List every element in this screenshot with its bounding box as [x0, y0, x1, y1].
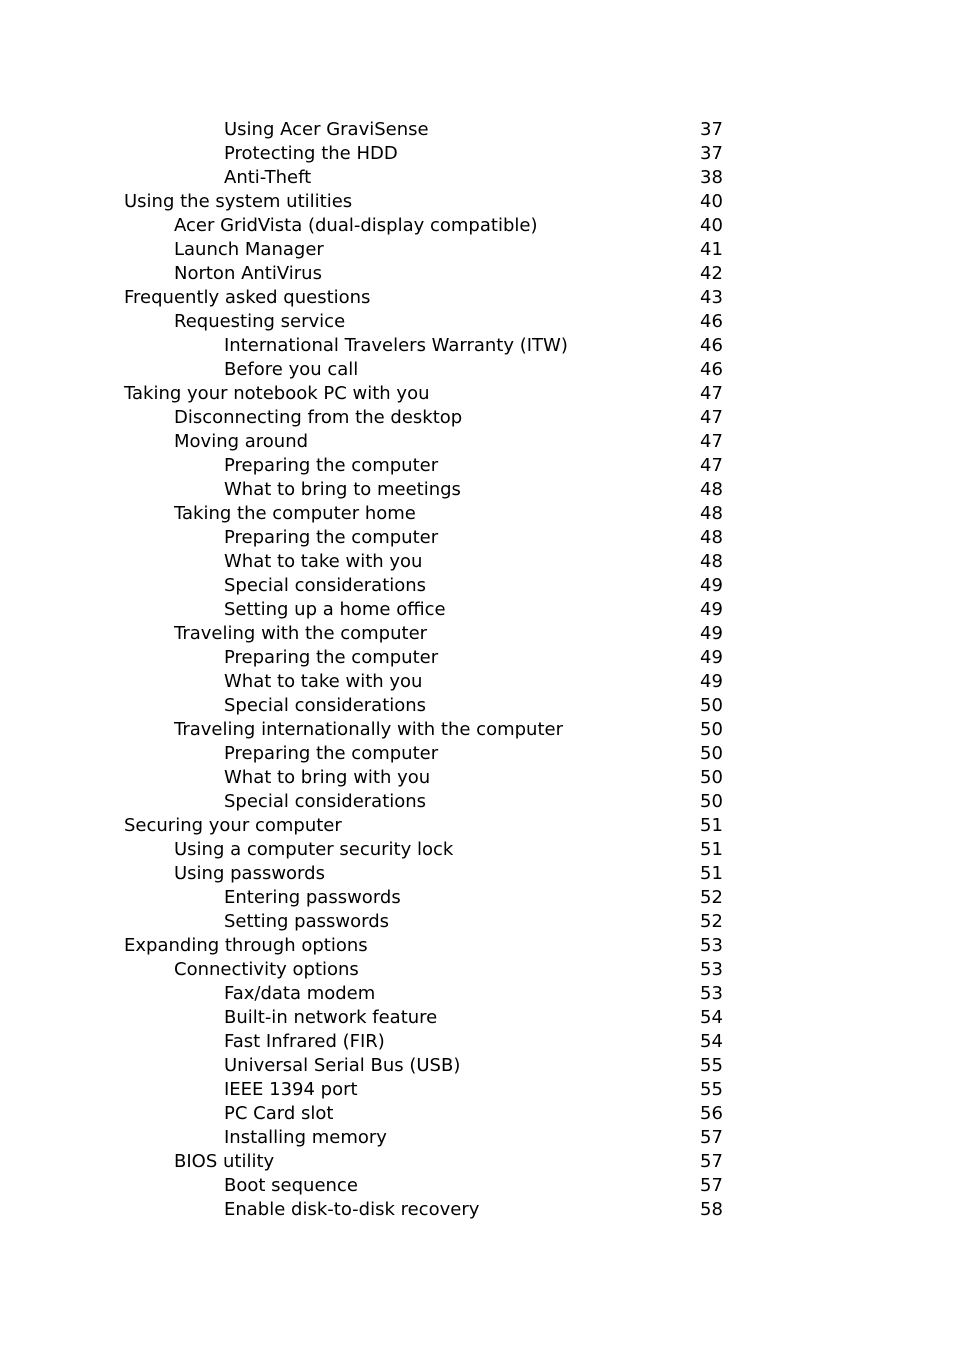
toc-entry[interactable] [0, 454, 954, 478]
toc-entry[interactable] [0, 238, 954, 262]
toc-entry[interactable] [0, 718, 954, 742]
toc-entry[interactable] [0, 262, 954, 286]
toc-entry-page-number: 40 [700, 215, 723, 236]
toc-entry[interactable] [0, 910, 954, 934]
toc-entry[interactable] [0, 1054, 954, 1078]
toc-entry-title: Expanding through options [124, 935, 368, 956]
toc-entry-page-number: 49 [700, 599, 723, 620]
toc-entry-title: Universal Serial Bus (USB) [224, 1055, 461, 1076]
toc-entry[interactable] [0, 694, 954, 718]
toc-entry[interactable] [0, 1126, 954, 1150]
toc-entry[interactable] [0, 1006, 954, 1030]
toc-entry-page-number: 48 [700, 503, 723, 524]
toc-entry-page-number: 47 [700, 455, 723, 476]
toc-entry[interactable] [0, 430, 954, 454]
toc-entry[interactable] [0, 598, 954, 622]
toc-entry-title: Anti-Theft [224, 167, 312, 188]
toc-entry-page-number: 57 [700, 1151, 723, 1172]
toc-entry-title: Moving around [174, 431, 309, 452]
toc-entry-title: Preparing the computer [224, 647, 439, 668]
toc-entry-page-number: 51 [700, 863, 723, 884]
toc-entry-page-number: 37 [700, 119, 723, 140]
toc-entry[interactable] [0, 166, 954, 190]
toc-entry-title: Securing your computer [124, 815, 342, 836]
toc-entry-page-number: 57 [700, 1175, 723, 1196]
toc-entry-page-number: 58 [700, 1199, 723, 1220]
toc-entry-title: Using passwords [174, 863, 325, 884]
toc-entry-page-number: 56 [700, 1103, 723, 1124]
toc-entry[interactable] [0, 310, 954, 334]
toc-entry[interactable] [0, 1078, 954, 1102]
toc-entry-title: Requesting service [174, 311, 346, 332]
toc-entry[interactable] [0, 1150, 954, 1174]
toc-entry-title: Special considerations [224, 695, 427, 716]
toc-entry-page-number: 47 [700, 383, 723, 404]
toc-entry[interactable] [0, 1174, 954, 1198]
toc-entry-title: Entering passwords [224, 887, 401, 908]
toc-entry-title: Before you call [224, 359, 359, 380]
toc-entry-title: Traveling with the computer [174, 623, 428, 644]
toc-entry-page-number: 46 [700, 311, 723, 332]
toc-entry-title: What to take with you [224, 671, 423, 692]
toc-entry-title: IEEE 1394 port [224, 1079, 358, 1100]
toc-entry-title: Taking the computer home [174, 503, 416, 524]
toc-entry[interactable] [0, 502, 954, 526]
toc-entry[interactable] [0, 766, 954, 790]
toc-entry[interactable] [0, 550, 954, 574]
toc-entry-page-number: 49 [700, 575, 723, 596]
toc-entry-page-number: 46 [700, 335, 723, 356]
toc-entry-title: Frequently asked questions [124, 287, 371, 308]
toc-entry-title: Launch Manager [174, 239, 324, 260]
toc-entry-page-number: 47 [700, 407, 723, 428]
toc-entry-title: Protecting the HDD [224, 143, 398, 164]
toc-entry-title: Built-in network feature [224, 1007, 438, 1028]
toc-entry-page-number: 54 [700, 1031, 723, 1052]
toc-entry[interactable] [0, 934, 954, 958]
toc-entry-title: Fast Infrared (FIR) [224, 1031, 385, 1052]
toc-entry-page-number: 37 [700, 143, 723, 164]
toc-entry[interactable] [0, 118, 954, 142]
toc-entry-page-number: 52 [700, 887, 723, 908]
toc-entry[interactable] [0, 574, 954, 598]
toc-entry[interactable] [0, 478, 954, 502]
toc-entry-title: International Travelers Warranty (ITW) [224, 335, 568, 356]
toc-entry[interactable] [0, 790, 954, 814]
toc-entry-page-number: 40 [700, 191, 723, 212]
toc-entry-page-number: 48 [700, 551, 723, 572]
toc-entry-title: Norton AntiVirus [174, 263, 322, 284]
toc-entry-title: Disconnecting from the desktop [174, 407, 463, 428]
toc-entry-page-number: 53 [700, 935, 723, 956]
toc-entry-page-number: 51 [700, 815, 723, 836]
toc-entry-page-number: 52 [700, 911, 723, 932]
toc-entry-page-number: 49 [700, 623, 723, 644]
toc-entry-title: Acer GridVista (dual-display compatible) [174, 215, 538, 236]
toc-entry-title: Setting up a home office [224, 599, 446, 620]
toc-entry[interactable] [0, 982, 954, 1006]
toc-entry-page-number: 49 [700, 671, 723, 692]
toc-entry-page-number: 50 [700, 767, 723, 788]
toc-entry[interactable] [0, 1030, 954, 1054]
toc-entry-title: Using a computer security lock [174, 839, 454, 860]
toc-entry[interactable] [0, 406, 954, 430]
toc-entry-title: Enable disk-to-disk recovery [224, 1199, 480, 1220]
toc-entry-page-number: 42 [700, 263, 723, 284]
toc-entry-page-number: 50 [700, 719, 723, 740]
toc-entry-page-number: 47 [700, 431, 723, 452]
toc-entry-title: Traveling internationally with the computer [174, 719, 563, 740]
toc-entry[interactable] [0, 742, 954, 766]
toc-entry-page-number: 57 [700, 1127, 723, 1148]
toc-entry-title: Preparing the computer [224, 527, 439, 548]
toc-entry-page-number: 55 [700, 1079, 723, 1100]
toc-entry-page-number: 51 [700, 839, 723, 860]
toc-entry[interactable] [0, 670, 954, 694]
toc-entry-page-number: 46 [700, 359, 723, 380]
toc-entry[interactable] [0, 862, 954, 886]
toc-entry-title: Special considerations [224, 575, 427, 596]
toc-entry-title: Preparing the computer [224, 455, 439, 476]
toc-entry-page-number: 55 [700, 1055, 723, 1076]
toc-entry[interactable] [0, 382, 954, 406]
toc-entry-title: PC Card slot [224, 1103, 334, 1124]
toc-entry-title: Taking your notebook PC with you [124, 383, 430, 404]
toc-entry[interactable] [0, 814, 954, 838]
toc-entry-title: Connectivity options [174, 959, 359, 980]
toc-entry-page-number: 50 [700, 791, 723, 812]
toc-entry[interactable] [0, 838, 954, 862]
toc-entry-title: Installing memory [224, 1127, 387, 1148]
table-of-contents [0, 118, 954, 1222]
toc-entry-page-number: 48 [700, 527, 723, 548]
toc-entry-page-number: 48 [700, 479, 723, 500]
toc-entry-title: What to bring to meetings [224, 479, 461, 500]
toc-entry[interactable] [0, 886, 954, 910]
toc-entry-page-number: 43 [700, 287, 723, 308]
toc-entry-page-number: 38 [700, 167, 723, 188]
toc-entry[interactable] [0, 214, 954, 238]
toc-entry-title: Using Acer GraviSense [224, 119, 429, 140]
toc-entry-title: Preparing the computer [224, 743, 439, 764]
toc-entry[interactable] [0, 526, 954, 550]
toc-entry[interactable] [0, 334, 954, 358]
toc-entry-title: What to take with you [224, 551, 423, 572]
toc-entry-page-number: 50 [700, 695, 723, 716]
toc-entry[interactable] [0, 958, 954, 982]
toc-entry-title: Special considerations [224, 791, 427, 812]
toc-entry[interactable] [0, 190, 954, 214]
toc-entry[interactable] [0, 1198, 954, 1222]
toc-entry[interactable] [0, 286, 954, 310]
toc-entry-title: Boot sequence [224, 1175, 358, 1196]
toc-entry-page-number: 41 [700, 239, 723, 260]
toc-entry-page-number: 50 [700, 743, 723, 764]
toc-entry-page-number: 54 [700, 1007, 723, 1028]
toc-entry-page-number: 53 [700, 959, 723, 980]
toc-entry-title: Using the system utilities [124, 191, 353, 212]
toc-entry[interactable] [0, 1102, 954, 1126]
toc-entry-page-number: 49 [700, 647, 723, 668]
toc-entry-title: What to bring with you [224, 767, 431, 788]
toc-entry[interactable] [0, 622, 954, 646]
toc-entry[interactable] [0, 646, 954, 670]
toc-entry-title: Fax/data modem [224, 983, 376, 1004]
toc-entry-page-number: 53 [700, 983, 723, 1004]
toc-entry[interactable] [0, 358, 954, 382]
toc-entry-title: BIOS utility [174, 1151, 275, 1172]
toc-entry-title: Setting passwords [224, 911, 390, 932]
toc-entry[interactable] [0, 142, 954, 166]
